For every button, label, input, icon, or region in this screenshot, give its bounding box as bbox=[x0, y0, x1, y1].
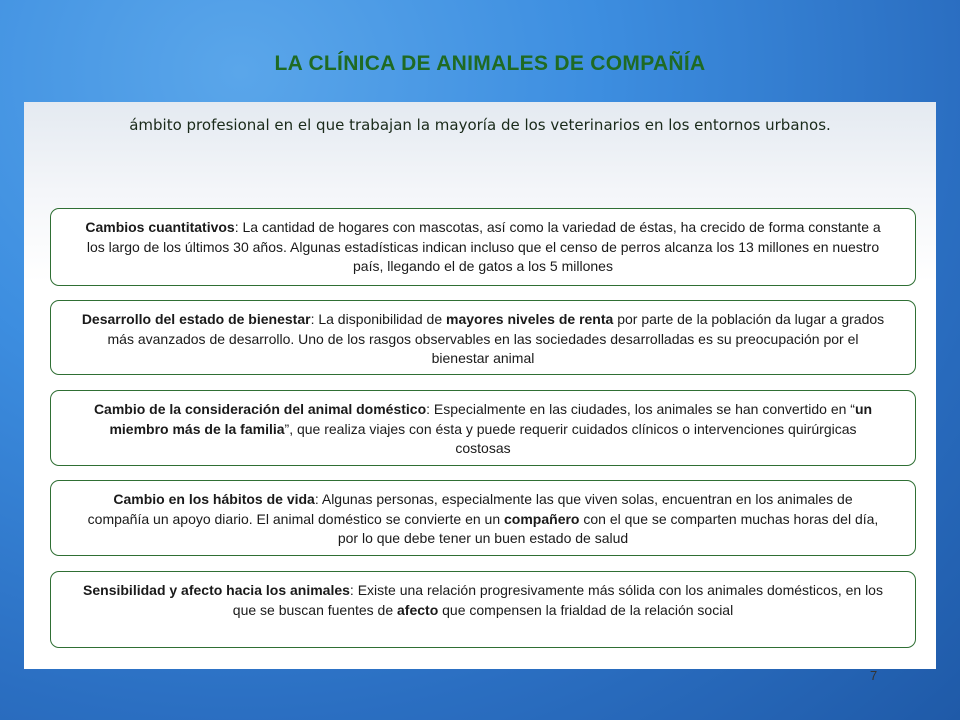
card-consideracion-animal bbox=[50, 390, 916, 466]
card-estado-bienestar bbox=[50, 300, 916, 375]
card-body: que compensen la frialdad de la relación social bbox=[438, 601, 734, 618]
card-habitos-vida bbox=[50, 480, 916, 556]
card-body: por parte de la población da lugar a grados más avanzados de desarrollo. Uno de los rasgos observables en las sociedades desarrolladas es su preocupación por el bienestar animal bbox=[107, 311, 885, 366]
page-title: LA CLÍNICA DE ANIMALES DE COMPAÑÍA bbox=[274, 52, 706, 75]
card-body: : Algunas personas, especialmente las que viven solas, encuentran en los animales de compañía un apoyo diario. El animal doméstico se convierte en un bbox=[87, 491, 853, 527]
card-heading: Cambio en los hábitos de vida bbox=[113, 491, 315, 507]
card-heading: Cambios cuantitativos bbox=[85, 219, 235, 235]
card-body: : Especialmente en las ciudades, los animales se han convertido en “ bbox=[426, 401, 855, 417]
card-emphasis: mayores niveles de renta bbox=[446, 311, 614, 327]
card-sensibilidad-afecto bbox=[50, 571, 916, 648]
card-cambios-cuantitativos bbox=[50, 208, 916, 286]
card-body: con el que se comparten muchas horas del día, por lo que debe tener un buen estado de salud bbox=[337, 510, 879, 546]
card-emphasis: afecto bbox=[397, 601, 439, 618]
card-body: : La disponibilidad de bbox=[310, 311, 446, 327]
page-number: 7 bbox=[870, 668, 878, 683]
card-body: : La cantidad de hogares con mascotas, así como la variedad de éstas, ha crecido de forma constante a los largo de los últimos 30 años. Algunas estadísticas indican incluso que el censo de perros alcanza los 13 millones en nuestro país, llegando el de gatos a los 5 millones bbox=[86, 219, 881, 274]
content-panel bbox=[24, 102, 936, 669]
intro-text: ámbito profesional en el que trabajan la mayoría de los veterinarios en los entornos urbanos. bbox=[129, 116, 831, 134]
card-emphasis: compañero bbox=[504, 510, 580, 527]
card-heading: Sensibilidad y afecto hacia los animales bbox=[83, 582, 350, 598]
card-heading: Cambio de la consideración del animal doméstico bbox=[93, 401, 427, 417]
card-body: : Existe una relación progresivamente más sólida con los animales domésticos, en los que se buscan fuentes de bbox=[232, 582, 883, 618]
card-emphasis: un miembro más de la familia bbox=[109, 401, 873, 437]
card-heading: Desarrollo del estado de bienestar bbox=[81, 311, 311, 327]
card-body: ”, que realiza viajes con ésta y puede requerir cuidados clínicos o intervenciones quirúrgicas costosas bbox=[284, 420, 857, 456]
